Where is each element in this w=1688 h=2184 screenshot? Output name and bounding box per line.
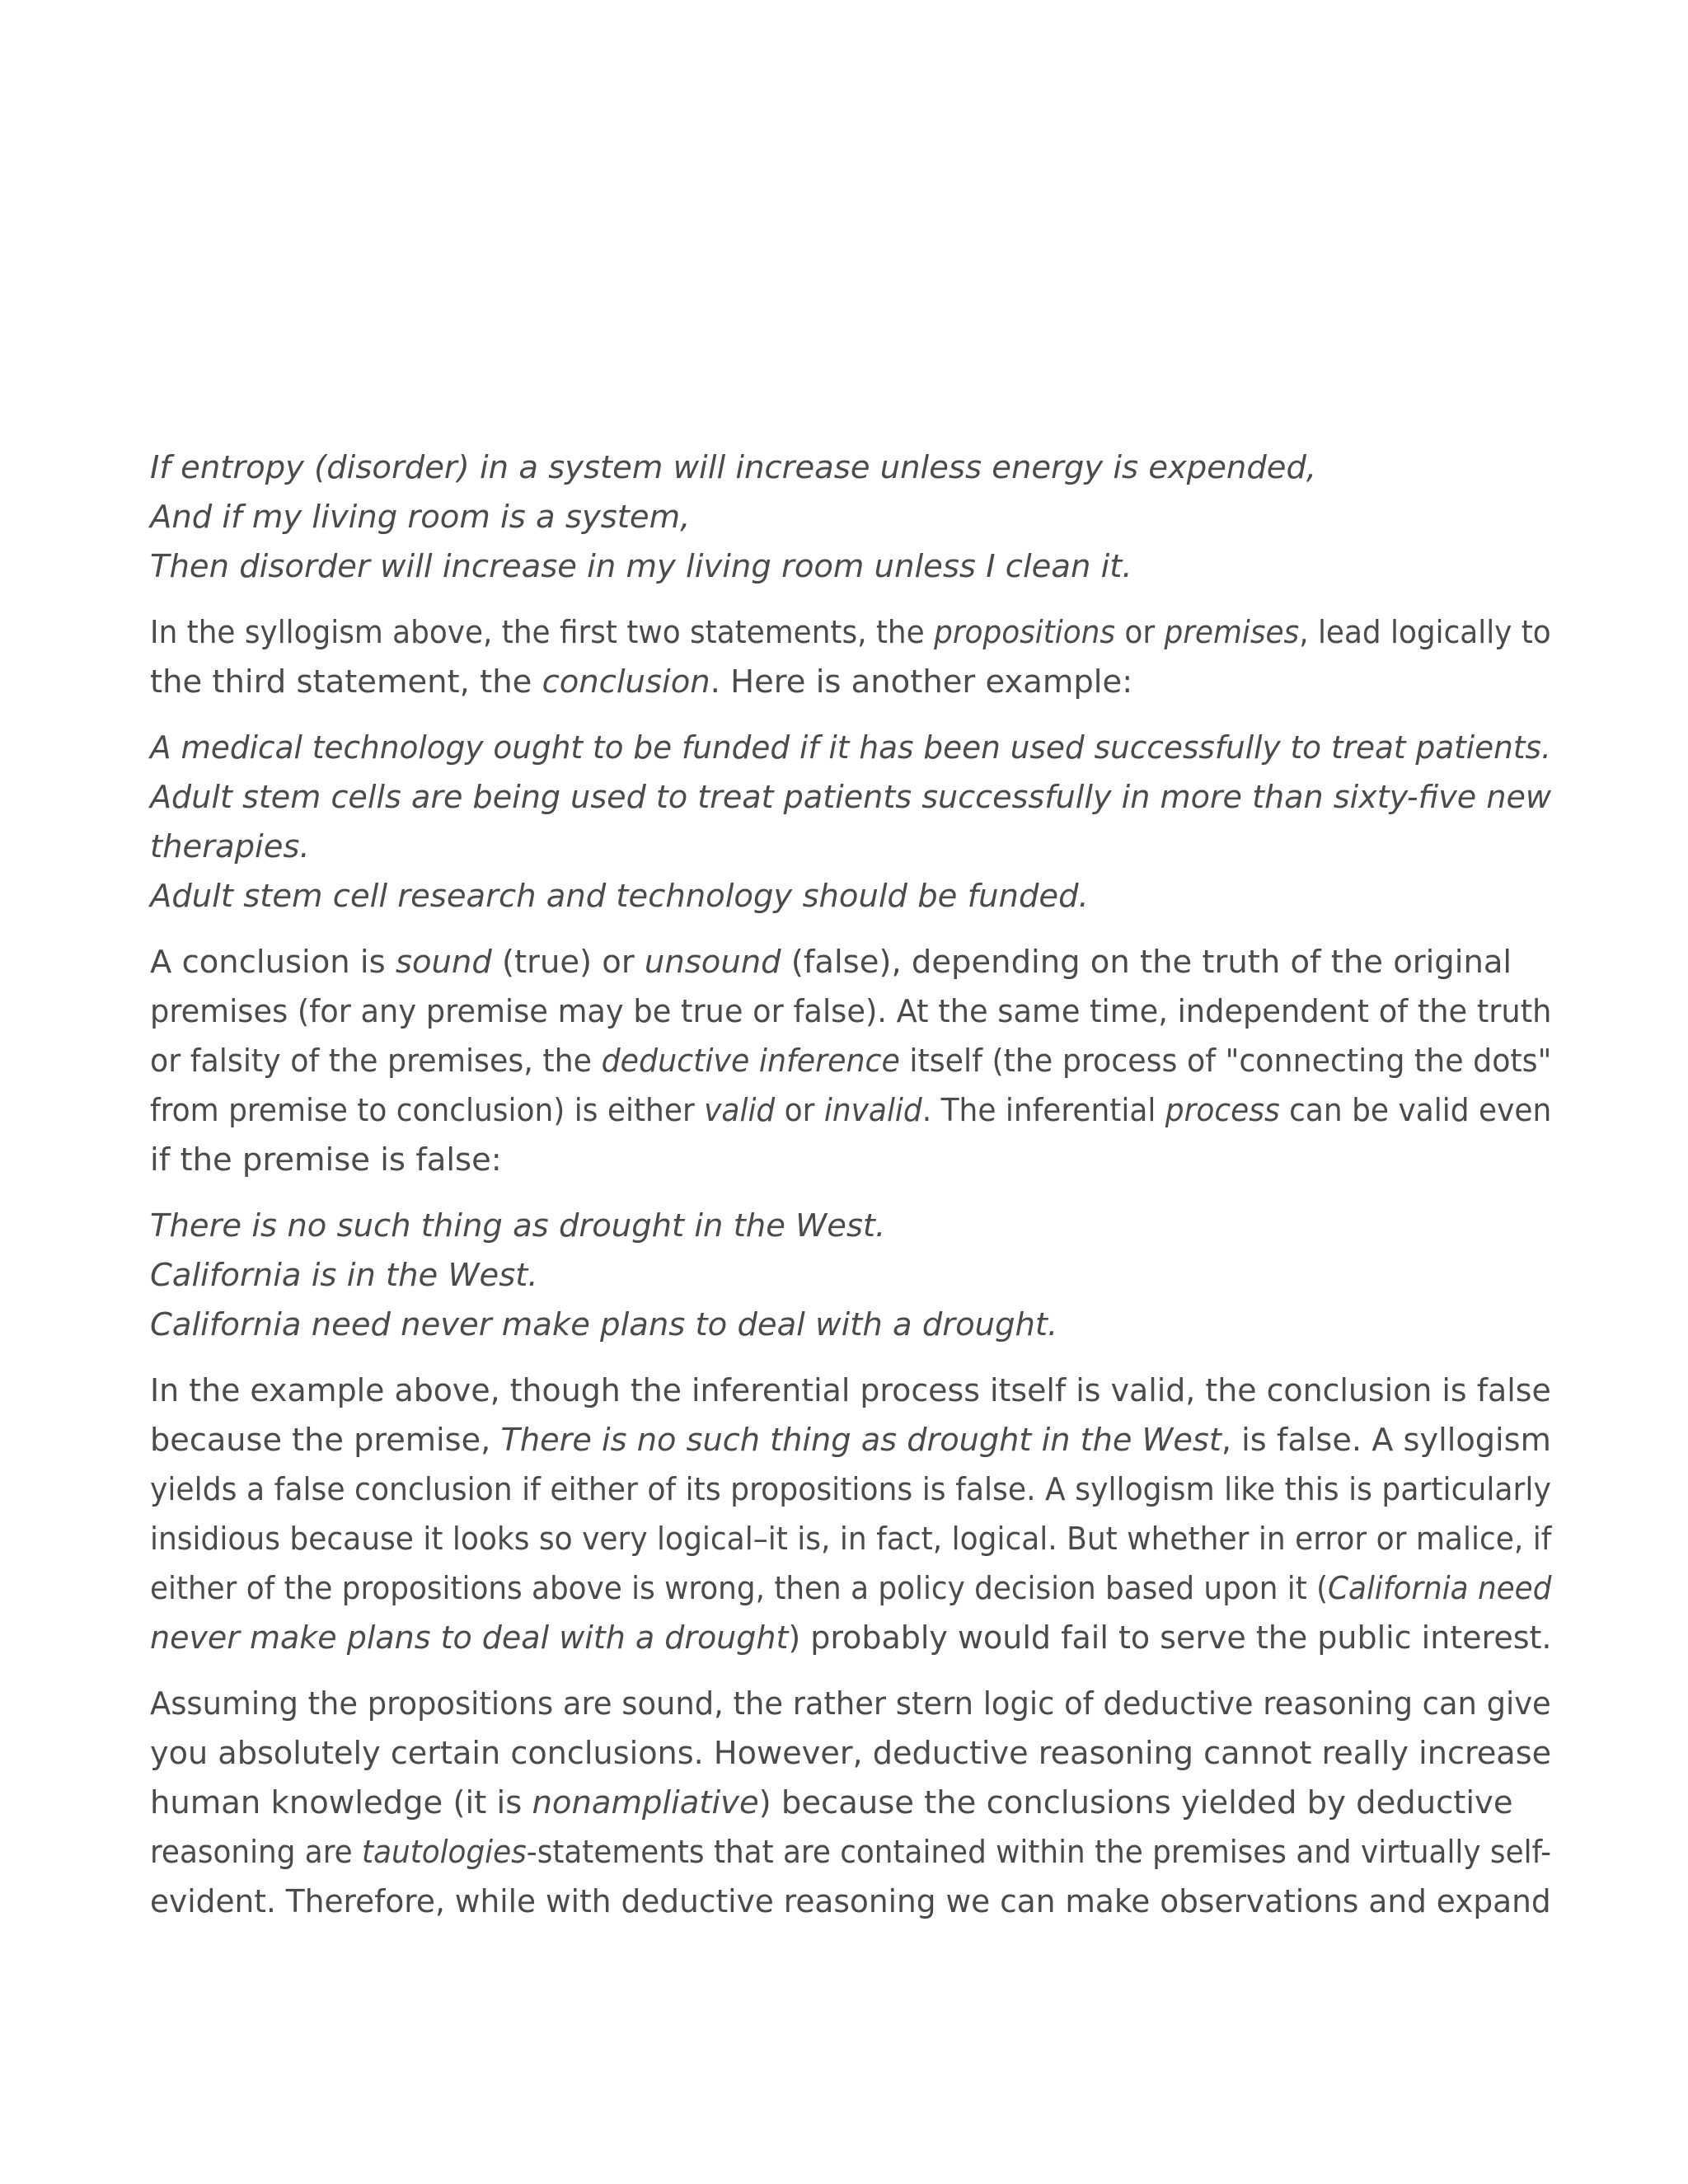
syllogism-line: Adult stem cells are being used to treat patients successfully in more than sixty-five new <box>150 779 1552 816</box>
syllogism-line: California is in the West. <box>150 1257 538 1294</box>
syllogism-line: California need never make plans to deal with a drought. <box>150 1306 1058 1343</box>
paragraph-line: insidious because it looks so very logical–it is, in fact, logical. But whether in error or malice, if <box>150 1521 1552 1558</box>
text-run: either of the propositions above is wrong, then a policy decision based upon it ( <box>150 1570 1329 1607</box>
syllogism-line: And if my living room is a system, <box>150 499 691 536</box>
text-run: or <box>775 1092 824 1129</box>
emphasis-text: tautologies <box>362 1834 527 1871</box>
emphasis-text: sound <box>395 944 492 981</box>
emphasis-text: California need <box>1328 1570 1552 1607</box>
syllogism-line: A medical technology ought to be funded if it has been used successfully to treat patients. <box>150 729 1551 766</box>
emphasis-text: conclusion <box>542 663 710 701</box>
syllogism-line: Adult stem cell research and technology should be funded. <box>150 878 1089 915</box>
text-run: (false), depending on the truth of the original <box>781 944 1512 981</box>
text-run: -statements that are contained within the premises and virtually self- <box>526 1834 1552 1871</box>
paragraph-line: Assuming the propositions are sound, the rather stern logic of deductive reasoning can give <box>150 1685 1551 1722</box>
text-run: or <box>1115 614 1165 651</box>
paragraph-line <box>150 1037 1552 1086</box>
text-run: or falsity of the premises, the <box>150 1043 602 1080</box>
text-run: ) because the conclusions yielded by deductive <box>758 1784 1513 1821</box>
text-run: human knowledge (it is <box>150 1784 532 1821</box>
text-run: can be valid even <box>1279 1092 1552 1129</box>
paragraph-nonampliative <box>150 1680 1551 1927</box>
syllogism-line: There is no such thing as drought in the West. <box>150 1207 886 1244</box>
syllogism-line: therapies. <box>150 828 310 865</box>
text-run: reasoning are <box>150 1834 363 1871</box>
paragraph-line: evident. Therefore, while with deductive reasoning we can make observations and expand <box>150 1883 1551 1920</box>
paragraph-line <box>150 1416 1551 1465</box>
paragraph-sound-valid <box>150 938 1551 1185</box>
paragraph-line <box>150 1828 1552 1877</box>
text-run: ) probably would fail to serve the public interest. <box>788 1619 1552 1657</box>
syllogism-block-stem-cells <box>150 724 1551 921</box>
text-run: the third statement, the <box>150 663 542 701</box>
syllogism-line: Then disorder will increase in my living room unless I clean it. <box>150 548 1132 585</box>
text-run: (true) or <box>491 944 645 981</box>
paragraph-line: yields a false conclusion if either of its propositions is false. A syllogism like this is particularly <box>150 1471 1551 1508</box>
paragraph-line: premises (for any premise may be true or false). At the same time, independent of the truth <box>150 993 1552 1030</box>
emphasis-text: premises <box>1164 614 1300 651</box>
emphasis-text: propositions <box>934 614 1116 651</box>
text-run: itself (the process of "connecting the dots" <box>899 1043 1552 1080</box>
paragraph-line <box>150 658 1551 707</box>
emphasis-text: invalid <box>823 1092 922 1129</box>
text-run: In the syllogism above, the first two statements, the <box>150 614 935 651</box>
text-run: from premise to conclusion) is either <box>150 1092 705 1129</box>
emphasis-text: deductive inference <box>601 1043 900 1080</box>
paragraph-line: In the example above, though the inferential process itself is valid, the conclusion is false <box>150 1372 1551 1409</box>
emphasis-text: valid <box>704 1092 776 1129</box>
text-run: . Here is another example: <box>710 663 1133 701</box>
emphasis-text: never make plans to deal with a drought <box>150 1619 789 1657</box>
syllogism-line: If entropy (disorder) in a system will increase unless energy is expended, <box>150 449 1317 486</box>
paragraph-line <box>150 1564 1552 1614</box>
paragraph-line: if the premise is false: <box>150 1141 502 1179</box>
paragraph-line <box>150 1086 1552 1136</box>
text-run: . The inferential <box>921 1092 1165 1129</box>
emphasis-text: There is no such thing as drought in the West <box>500 1422 1221 1459</box>
paragraph-line <box>150 1779 1551 1828</box>
paragraph-line <box>150 938 1551 987</box>
syllogism-block-drought <box>150 1202 1551 1350</box>
paragraph-line <box>150 608 1551 658</box>
paragraph-line: you absolutely certain conclusions. However, deductive reasoning cannot really increase <box>150 1735 1552 1772</box>
emphasis-text: nonampliative <box>532 1784 759 1821</box>
text-run: , lead logically to <box>1299 614 1551 651</box>
paragraph-false-premise <box>150 1366 1551 1663</box>
text-run: , is false. A syllogism <box>1221 1422 1551 1459</box>
text-run: A conclusion is <box>150 944 396 981</box>
emphasis-text: process <box>1165 1092 1280 1129</box>
syllogism-block-entropy <box>150 443 1551 592</box>
paragraph-syllogism-explanation <box>150 608 1551 707</box>
emphasis-text: unsound <box>644 944 781 981</box>
paragraph-line <box>150 1614 1552 1663</box>
text-run: because the premise, <box>150 1422 501 1459</box>
document-body <box>150 443 1551 1927</box>
